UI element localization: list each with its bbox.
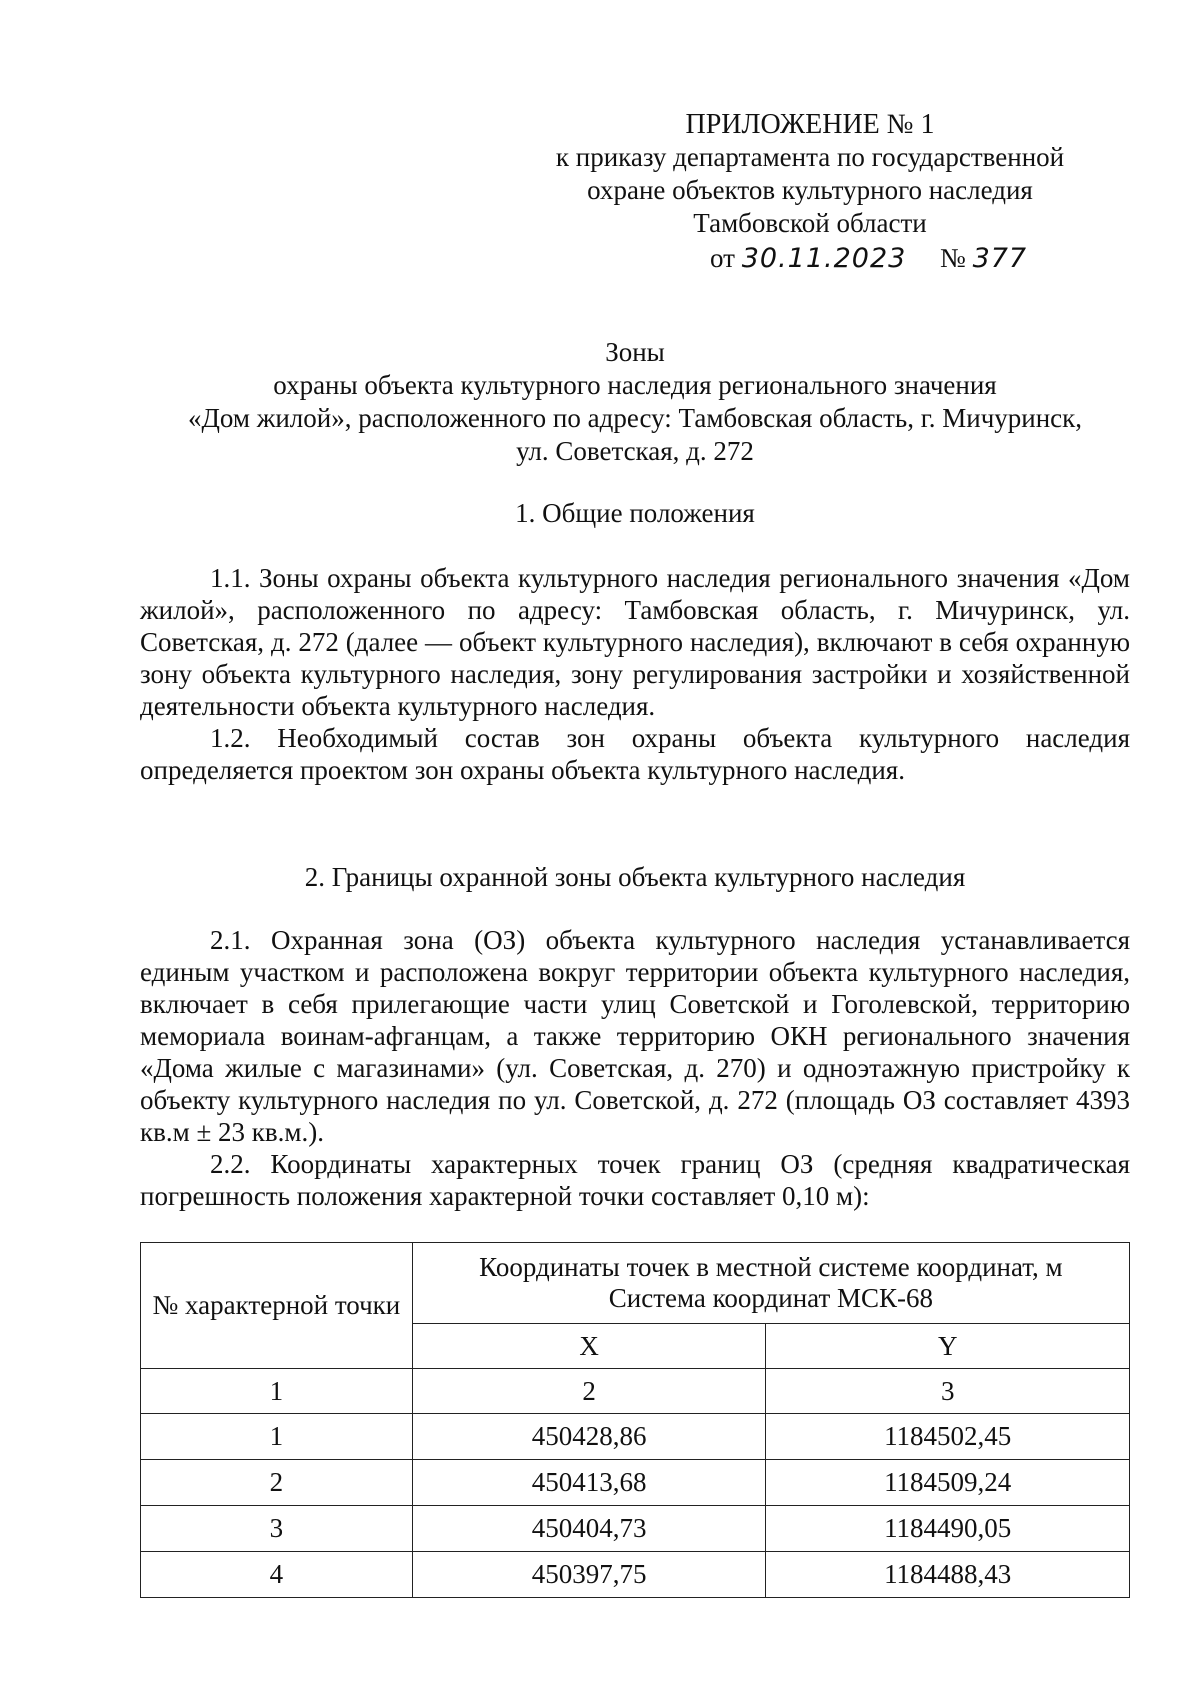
column-number: 1 [141,1369,413,1414]
document-title [140,336,1130,468]
x-cell: 450428,86 [412,1414,766,1460]
from-label: от [710,243,735,273]
y-cell: 1184490,05 [766,1506,1130,1552]
section-1-body [140,562,1130,786]
section-2-heading: 2. Границы охранной зоны объекта культурного наследия [304,862,966,892]
y-cell: 1184502,45 [766,1414,1130,1460]
handwritten-number: 377 [972,243,1028,274]
title-line-1: Зоны [605,337,665,367]
appendix-title: ПРИЛОЖЕНИЕ № 1 [685,109,935,140]
coordinates-table [140,1242,1130,1598]
table-row [141,1460,1130,1506]
column-number: 2 [412,1369,766,1414]
order-date-number [500,242,1120,275]
table-row [141,1414,1130,1460]
column-number: 3 [766,1369,1130,1414]
x-cell: 450404,73 [412,1506,766,1552]
coords-header-line-1: Координаты точек в местной системе координат, м [479,1252,1063,1282]
point-number-cell: 4 [141,1552,413,1598]
coords-header-line-2: Система координат МСК-68 [608,1283,934,1313]
point-number-cell: 1 [141,1414,413,1460]
header-line-2: охране объектов культурного наследия [587,175,1033,205]
x-header: X [412,1324,766,1369]
header-line-3: Тамбовской области [693,208,927,238]
paragraph-2-1: 2.1. Охранная зона (ОЗ) объекта культурного наследия устанавливается единым участком и расположена вокруг территории объекта культурного наследия, включает в себя прилегающие части улиц Советской и Гоголевской, территорию мемориала воинам-афганцам, а также территорию ОКН регионального значения «Дома жилые с магазинами» (ул. Советская, д. 270) и одноэтажную пристройку к объекту культурного наследия по ул. Советской, д. 272 (площадь ОЗ составляет 4393 кв.м ± 23 кв.м.). [140,925,1130,1147]
number-label: № [940,243,966,273]
x-cell: 450397,75 [412,1552,766,1598]
point-number-cell: 3 [141,1506,413,1552]
point-number-cell: 2 [141,1460,413,1506]
table-row [141,1506,1130,1552]
handwritten-date: 30.11.2023 [741,243,907,274]
table-header-row [141,1243,1130,1324]
y-cell: 1184488,43 [766,1552,1130,1598]
x-cell: 450413,68 [412,1460,766,1506]
column-numbering-row [141,1369,1130,1414]
title-line-2: охраны объекта культурного наследия регионального значения [273,370,997,400]
header-line-1: к приказу департамента по государственной [555,142,1065,172]
y-header: Y [766,1324,1130,1369]
appendix-header [500,108,1120,275]
y-cell: 1184509,24 [766,1460,1130,1506]
section-1-heading: 1. Общие положения [515,498,755,528]
paragraph-1-1: 1.1. Зоны охраны объекта культурного наследия регионального значения «Дом жилой», расположенного по адресу: Тамбовская область, г. Мичуринск, ул. Советская, д. 272 (далее — объект культурного наследия), включают в себя охранную зону объекта культурного наследия, зону регулирования застройки и хозяйственной деятельности объекта культурного наследия. [140,563,1130,721]
title-line-3: «Дом жилой», расположенного по адресу: Тамбовская область, г. Мичуринск, [187,403,1083,433]
point-number-header: № характерной точки [141,1243,413,1369]
paragraph-1-2: 1.2. Необходимый состав зон охраны объекта культурного наследия определяется проектом зон охраны объекта культурного наследия. [140,723,1130,785]
section-2-body [140,924,1130,1212]
table-row [141,1552,1130,1598]
paragraph-2-2: 2.2. Координаты характерных точек границ ОЗ (средняя квадратическая погрешность положения характерной точки составляет 0,10 м): [140,1149,1130,1211]
coordinate-system-header [412,1243,1129,1324]
title-line-4: ул. Советская, д. 272 [516,436,754,466]
